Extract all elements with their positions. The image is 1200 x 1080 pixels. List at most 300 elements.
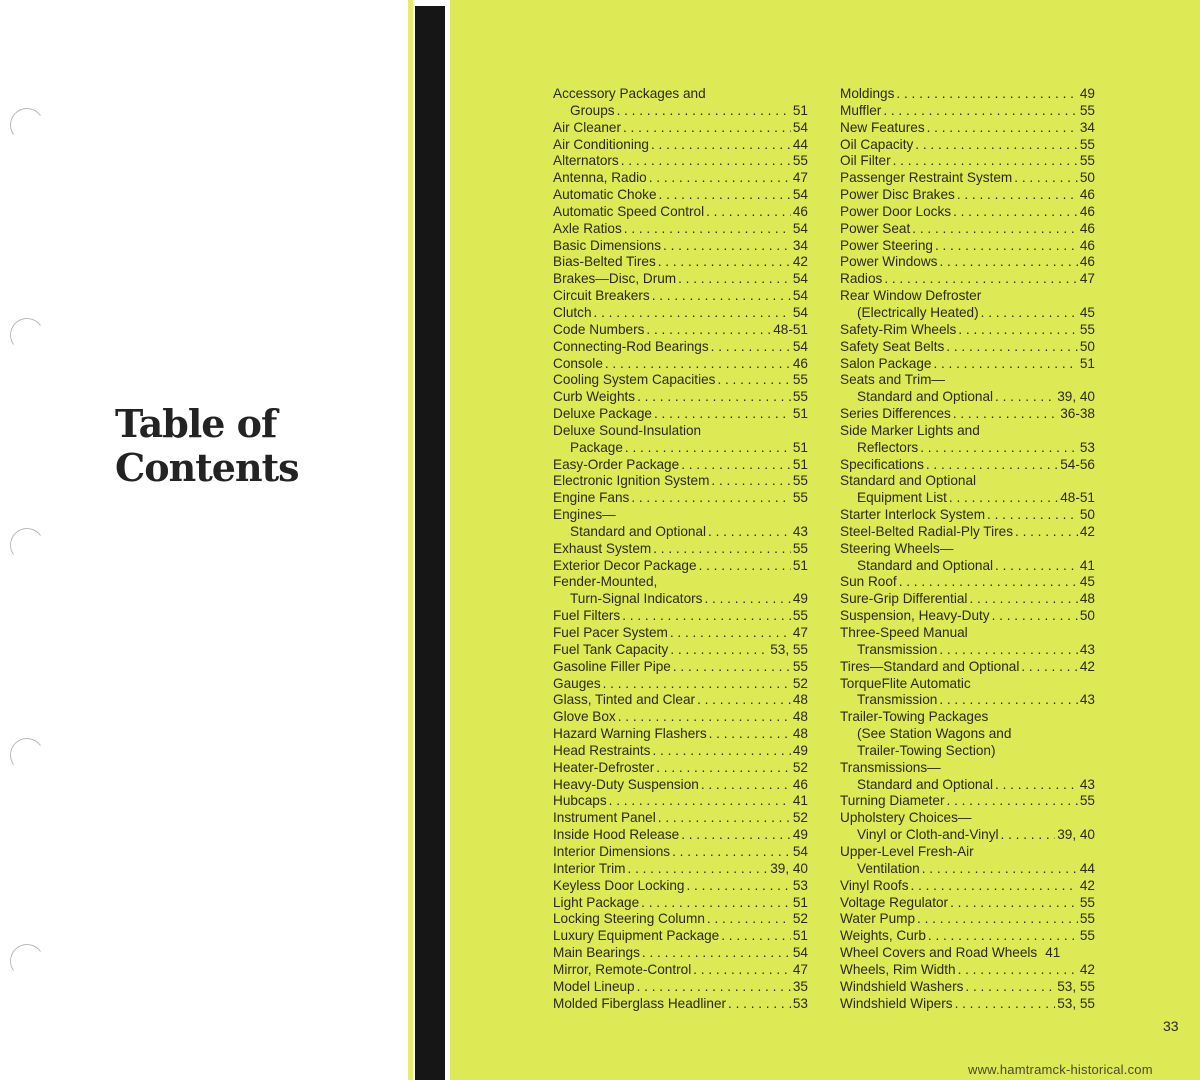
index-entry-line	[840, 911, 1095, 928]
index-entry-page: 50	[1079, 507, 1095, 523]
index-entry	[553, 187, 808, 204]
index-entry	[840, 339, 1095, 356]
dot-leader	[617, 103, 791, 120]
index-entry-label: Gauges	[553, 675, 601, 691]
index-entry	[840, 591, 1095, 608]
index-entry	[553, 254, 808, 271]
index-entry-page: 55	[1079, 928, 1095, 944]
index-entry	[840, 86, 1095, 103]
index-entry-label: Standard and Optional	[570, 523, 707, 539]
index-entry-line	[553, 170, 808, 187]
index-entry-line	[553, 204, 808, 221]
index-entry-label: Wheels, Rim Width	[840, 961, 956, 977]
index-entry-line	[553, 288, 808, 305]
index-entry-page: 35	[792, 978, 808, 994]
dot-leader	[721, 928, 791, 945]
index-entry-page: 55	[792, 372, 808, 388]
dot-leader	[681, 457, 791, 474]
index-entry-line	[553, 187, 808, 204]
index-entry-label: Standard and Optional	[857, 389, 994, 405]
index-entry	[840, 457, 1095, 474]
index-entry	[840, 170, 1095, 187]
index-entry-label: Keyless Door Locking	[553, 877, 685, 893]
dot-leader	[704, 591, 790, 608]
index-entry-line	[553, 221, 808, 238]
index-entry-page: 47	[792, 625, 808, 640]
index-entry-page: 55	[792, 153, 808, 169]
dot-leader	[939, 642, 1078, 659]
index-entry	[840, 271, 1095, 288]
index-entry-label: Console	[553, 355, 603, 371]
dot-leader	[628, 861, 769, 878]
index-entry-line	[553, 457, 808, 474]
index-entry-page: 51	[792, 928, 808, 944]
index-entry-label: Safety Seat Belts	[840, 338, 945, 354]
index-entry	[553, 86, 808, 120]
dot-leader	[708, 524, 791, 541]
index-entry-page: 41	[1079, 557, 1095, 573]
index-entry	[840, 945, 1095, 962]
index-entry-label: Transmission	[857, 692, 938, 708]
index-entry-label: Automatic Speed Control	[553, 203, 705, 219]
dot-leader	[995, 777, 1078, 794]
index-entry	[840, 962, 1095, 979]
index-entry-label: Exhaust System	[553, 540, 652, 556]
index-entry-page: 44	[1079, 860, 1095, 876]
index-entry-label: Head Restraints	[553, 742, 651, 758]
index-entry	[840, 153, 1095, 170]
index-entry-label: Reflectors	[857, 439, 919, 455]
index-entry-line	[553, 558, 808, 575]
index-entry-line	[553, 861, 808, 878]
index-entry-line	[553, 389, 808, 406]
index-entry-label: Voltage Regulator	[840, 894, 949, 910]
index-entry	[840, 507, 1095, 524]
dot-leader	[1001, 827, 1056, 844]
index-entry-label: Oil Filter	[840, 153, 891, 169]
index-entry-label: Package	[570, 439, 623, 455]
index-entry-line	[840, 137, 1095, 154]
index-entry	[553, 507, 808, 541]
dot-leader	[958, 962, 1078, 979]
index-entry	[840, 608, 1095, 625]
index-entry-label: Interior Dimensions	[553, 843, 671, 859]
index-entry-label: Mirror, Remote-Control	[553, 961, 692, 977]
index-entry-line	[553, 760, 808, 777]
index-entry-label: Sun Roof	[840, 574, 897, 590]
dot-leader	[678, 271, 791, 288]
index-entry-line	[553, 541, 808, 558]
index-entry	[840, 709, 1095, 760]
index-entry	[553, 271, 808, 288]
index-entry-line	[840, 238, 1095, 255]
index-entry-page: 52	[792, 759, 808, 775]
dot-leader	[603, 676, 791, 693]
index-entry-line	[840, 659, 1095, 676]
dot-leader	[623, 120, 791, 137]
page-number: 33	[1163, 1018, 1179, 1034]
index-entry-label: Glove Box	[553, 709, 616, 725]
index-entry-label: Heavy-Duty Suspension	[553, 776, 699, 792]
index-entry-line	[553, 726, 808, 743]
binder-hole	[7, 315, 46, 354]
index-entry-line	[840, 524, 1095, 541]
dot-leader	[728, 996, 791, 1013]
index-entry	[553, 676, 808, 693]
index-entry-line	[553, 642, 808, 659]
index-entry-label: Tires—Standard and Optional	[840, 658, 1020, 674]
index-entry-line	[553, 945, 808, 962]
dot-leader	[958, 322, 1078, 339]
index-entry-line	[553, 928, 808, 945]
index-entry-label: Bias-Belted Tires	[553, 254, 656, 270]
dot-leader	[912, 221, 1078, 238]
index-entry	[840, 406, 1095, 423]
index-entry-page: 51	[792, 456, 808, 472]
dot-leader	[981, 305, 1078, 322]
index-entry	[553, 827, 808, 844]
index-entry-page: 52	[792, 675, 808, 691]
index-entry-line	[840, 440, 1095, 457]
dot-leader	[594, 305, 791, 322]
index-entry-page: 54	[792, 187, 808, 203]
index-entry	[840, 423, 1095, 457]
index-entry	[840, 996, 1095, 1013]
index-entry-page: 34	[1079, 119, 1095, 135]
index-entry-label: Steel-Belted Radial-Ply Tires	[840, 523, 1014, 539]
index-entry-label: Weights, Curb	[840, 928, 926, 944]
index-entry	[553, 120, 808, 137]
index-entry-page: 45	[1079, 574, 1095, 590]
index-entry-line	[840, 827, 1095, 844]
index-entry-line	[840, 187, 1095, 204]
index-entry-line	[553, 608, 808, 625]
dot-leader	[625, 440, 791, 457]
index-entry-label: Electronic Ignition System	[553, 473, 710, 489]
index-entry	[553, 305, 808, 322]
index-entry	[553, 204, 808, 221]
index-entry-label: Main Bearings	[553, 945, 640, 961]
dot-leader	[659, 187, 791, 204]
index-entry-label: Muffler	[840, 102, 882, 118]
index-entry-page: 46	[792, 355, 808, 371]
index-entry	[553, 760, 808, 777]
index-entry-page: 48	[792, 709, 808, 725]
index-entry-page: 55	[1079, 102, 1095, 118]
index-entry-line	[553, 339, 808, 356]
index-entry	[553, 642, 808, 659]
index-entry-page: 51	[792, 406, 808, 422]
index-entry-page: 44	[792, 136, 808, 152]
index-entry	[840, 322, 1095, 339]
index-entry-page: 46	[1079, 187, 1095, 203]
index-entry	[553, 709, 808, 726]
index-entry-label: Starter Interlock System	[840, 507, 986, 523]
dot-leader	[965, 979, 1055, 996]
dot-leader	[670, 642, 768, 659]
index-entry-page: 46	[792, 203, 808, 219]
binder-hole	[7, 525, 46, 564]
index-entry-page: 36-38	[1060, 406, 1095, 422]
index-entry-page: 39, 40	[1057, 827, 1095, 843]
index-entry-page: 55	[1079, 136, 1095, 152]
index-entry-line	[553, 406, 808, 423]
dot-leader	[947, 793, 1078, 810]
index-entry	[553, 238, 808, 255]
index-entry-label: Curb Weights	[553, 389, 636, 405]
index-entry-page: 55	[792, 389, 808, 405]
index-entry-heading: Deluxe Sound-Insulation	[553, 422, 702, 438]
dot-leader	[663, 238, 791, 255]
index-entry-page: 55	[1079, 153, 1095, 169]
dot-leader	[693, 962, 791, 979]
index-entry-line	[840, 574, 1095, 591]
dot-leader	[654, 406, 791, 423]
index-entry-line	[840, 120, 1095, 137]
index-entry-line	[553, 979, 808, 996]
dot-leader	[637, 979, 791, 996]
index-entry-heading: Upholstery Choices—	[840, 810, 972, 826]
index-entry-heading: Accessory Packages and	[553, 86, 706, 101]
index-entry-heading: Trailer-Towing Packages	[840, 709, 989, 725]
index-entry-heading: Standard and Optional	[840, 473, 977, 489]
index-entry-page: 39, 40	[1057, 389, 1095, 405]
index-entry-line	[840, 878, 1095, 895]
index-entry	[553, 810, 808, 827]
index-entry-heading: Transmissions—	[840, 759, 941, 775]
index-entry-heading: Engines—	[553, 507, 616, 523]
dot-leader	[928, 928, 1078, 945]
index-entry	[553, 221, 808, 238]
index-entry-page: 43	[792, 523, 808, 539]
index-entry	[840, 844, 1095, 878]
index-entry-label: Power Seat	[840, 220, 911, 236]
index-column-right	[840, 86, 1095, 1012]
index-entry-label: Power Disc Brakes	[840, 187, 955, 203]
index-entry-label: Hubcaps	[553, 793, 607, 809]
index-entry-page: 54	[792, 288, 808, 304]
index-entry-line	[553, 827, 808, 844]
index-entry	[553, 389, 808, 406]
index-entry	[553, 153, 808, 170]
dot-leader	[922, 861, 1078, 878]
index-entry-line	[840, 322, 1095, 339]
index-entry-label: Model Lineup	[553, 978, 635, 994]
index-entry-line	[840, 153, 1095, 170]
index-entry-line	[840, 962, 1095, 979]
dot-leader	[646, 322, 771, 339]
index-entry-label: Connecting-Rod Bearings	[553, 338, 709, 354]
dot-leader	[637, 389, 791, 406]
index-entry	[553, 793, 808, 810]
index-entry-label: Glass, Tinted and Clear	[553, 692, 696, 708]
dot-leader	[911, 878, 1078, 895]
dot-leader	[953, 204, 1078, 221]
dot-leader	[717, 372, 790, 389]
index-entry	[553, 777, 808, 794]
index-entry-page: 34	[792, 237, 808, 253]
index-entry-heading: Three-Speed Manual	[840, 625, 968, 640]
index-entry-label: Windshield Washers	[840, 978, 964, 994]
index-entry-label: Equipment List	[857, 490, 947, 506]
index-entry-line	[840, 692, 1095, 709]
index-entry-line	[840, 861, 1095, 878]
index-entry-heading: Rear Window Defroster	[840, 288, 982, 304]
index-entry-page: 47	[792, 961, 808, 977]
dot-leader	[686, 878, 790, 895]
index-entry-label: Salon Package	[840, 355, 932, 371]
index-entry-label: Easy-Order Package	[553, 456, 680, 472]
index-entry	[840, 676, 1095, 710]
dot-leader	[609, 793, 791, 810]
index-entry-label: Suspension, Heavy-Duty	[840, 608, 990, 624]
index-entry-page: 42	[1079, 961, 1095, 977]
dot-leader	[884, 271, 1078, 288]
index-entry-page: 46	[1079, 254, 1095, 270]
index-entry-label: Molded Fiberglass Headliner	[553, 995, 727, 1011]
index-entry-line	[553, 473, 808, 490]
index-entry	[553, 170, 808, 187]
dot-leader	[624, 221, 791, 238]
index-entry-label: Instrument Panel	[553, 810, 656, 826]
index-entry-label: Circuit Breakers	[553, 288, 650, 304]
index-entry-page: 41	[1045, 945, 1061, 961]
index-entry-line	[840, 389, 1095, 406]
index-entry	[840, 760, 1095, 794]
dot-leader	[642, 945, 791, 962]
index-entry	[553, 878, 808, 895]
index-entry	[840, 878, 1095, 895]
index-entry-line	[840, 339, 1095, 356]
index-entry-page: 42	[1079, 877, 1095, 893]
binder-hole	[7, 105, 46, 144]
index-entry-label: Engine Fans	[553, 490, 630, 506]
index-entry-line	[553, 238, 808, 255]
index-entry-label: Series Differences	[840, 406, 951, 422]
index-entry-label: Wheel Covers and Road Wheels	[840, 945, 1038, 961]
index-entry-page: 52	[792, 911, 808, 927]
dot-leader	[711, 339, 791, 356]
dot-leader	[652, 743, 790, 760]
dot-leader	[697, 692, 791, 709]
index-entry-label: Specifications	[840, 456, 924, 472]
index-entry-line	[840, 558, 1095, 575]
index-entry-label: Inside Hood Release	[553, 827, 680, 843]
index-entry-label: Standard and Optional	[857, 557, 994, 573]
dot-leader	[926, 457, 1058, 474]
index-entry-label: Power Steering	[840, 237, 933, 253]
index-entry-page: 55	[1079, 793, 1095, 809]
dot-leader	[950, 895, 1078, 912]
index-entry-page: 53, 55	[1057, 995, 1095, 1011]
index-entry-line	[553, 322, 808, 339]
dot-leader	[953, 406, 1058, 423]
index-entry-page: 54	[792, 843, 808, 859]
index-entry-page: 49	[792, 827, 808, 843]
index-entry-page: 46	[1079, 203, 1095, 219]
index-entry-page: 49	[792, 591, 808, 607]
index-entry-label: Radios	[840, 271, 883, 287]
index-entry-heading: Seats and Trim—	[840, 372, 946, 388]
index-entry	[840, 895, 1095, 912]
index-entry-label: Fuel Tank Capacity	[553, 641, 669, 657]
index-entry	[840, 288, 1095, 322]
index-entry-line	[840, 221, 1095, 238]
index-entry-label: Power Windows	[840, 254, 938, 270]
index-entry-label: Exterior Decor Package	[553, 557, 697, 573]
index-entry-page: 43	[1079, 692, 1095, 708]
index-entry-label: Sure-Grip Differential	[840, 591, 968, 607]
index-entry-line	[840, 793, 1095, 810]
index-entry	[840, 625, 1095, 659]
index-entry-page: 55	[1079, 321, 1095, 337]
index-entry-page: 54	[792, 338, 808, 354]
index-entry-page: 53	[792, 877, 808, 893]
index-entry-line	[553, 120, 808, 137]
dot-leader	[1015, 524, 1078, 541]
index-entry-page: 41	[792, 793, 808, 809]
index-entry	[840, 221, 1095, 238]
index-entry-label: Power Door Locks	[840, 203, 952, 219]
black-divider-stripe	[415, 6, 445, 1080]
index-entry	[553, 574, 808, 608]
index-entry-page: 55	[792, 540, 808, 556]
dot-leader	[641, 895, 791, 912]
index-entry	[840, 541, 1095, 575]
index-entry-label: Air Conditioning	[553, 136, 649, 152]
dot-leader	[883, 103, 1078, 120]
index-entry-line	[840, 86, 1095, 103]
index-entry-label: (Electrically Heated)	[857, 304, 979, 320]
page-title	[115, 402, 299, 490]
dot-leader	[995, 558, 1078, 575]
index-entry-page: 46	[1079, 237, 1095, 253]
dot-leader	[631, 490, 791, 507]
index-entry-page: 43	[1079, 776, 1095, 792]
index-entry	[553, 844, 808, 861]
index-entry-label: Turn-Signal Indicators	[570, 591, 703, 607]
index-entry-label: Locking Steering Column	[553, 911, 705, 927]
index-entry-page: 55	[792, 490, 808, 506]
index-entry-page: 53, 55	[770, 641, 808, 657]
index-entry-line	[553, 911, 808, 928]
index-entry-page: 48-51	[1060, 490, 1095, 506]
index-entry	[840, 524, 1095, 541]
index-entry-line	[840, 170, 1095, 187]
index-entry	[553, 473, 808, 490]
index-entry-page: 42	[1079, 658, 1095, 674]
index-entry-line	[840, 895, 1095, 912]
index-entry-label: Luxury Equipment Package	[553, 928, 720, 944]
index-entry-line	[553, 625, 808, 642]
dot-leader	[1014, 170, 1078, 187]
index-entry-heading: Trailer-Towing Section)	[857, 742, 996, 758]
dot-leader	[987, 507, 1078, 524]
index-entry-line	[553, 709, 808, 726]
index-entry-label: Clutch	[553, 304, 592, 320]
index-entry-page: 54	[792, 119, 808, 135]
index-entry-line	[840, 271, 1095, 288]
index-entry-label: Air Cleaner	[553, 119, 621, 135]
index-entry-page: 51	[792, 102, 808, 118]
index-entry-label: Vinyl Roofs	[840, 877, 909, 893]
index-entry	[553, 608, 808, 625]
index-entry-line	[840, 507, 1095, 524]
index-entry-line	[553, 254, 808, 271]
dot-leader	[651, 137, 791, 154]
dot-leader	[933, 356, 1077, 373]
dot-leader	[711, 473, 790, 490]
